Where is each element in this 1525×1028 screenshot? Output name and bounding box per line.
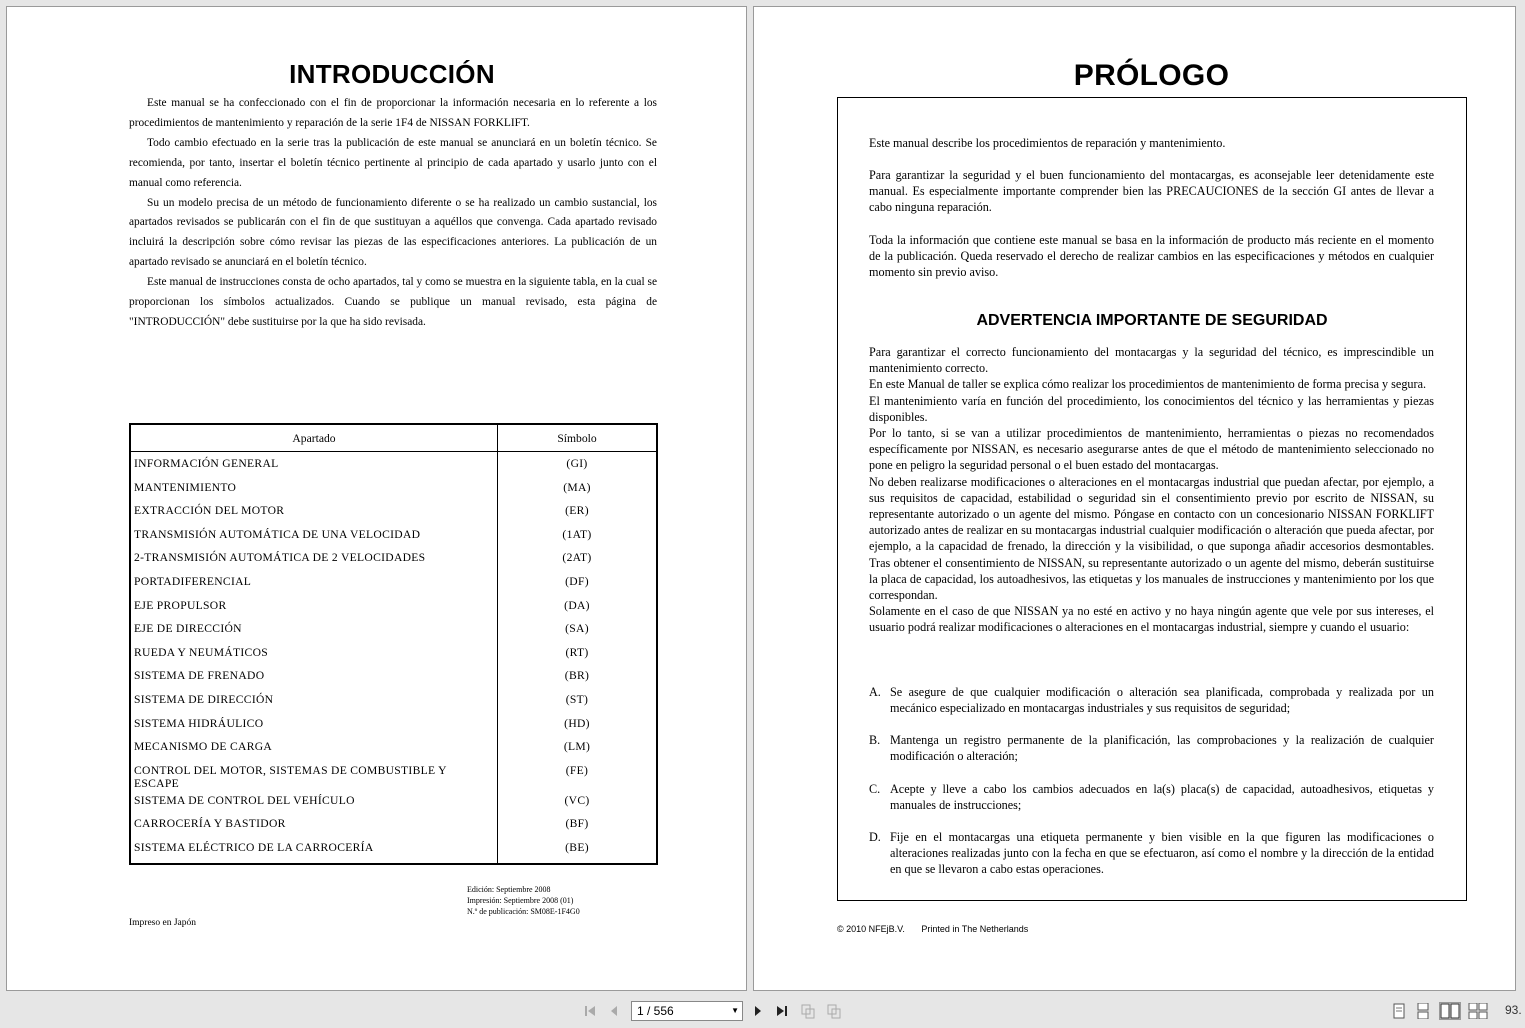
table-row (130, 792, 657, 816)
section-name-cell: EJE DE DIRECCIÓN (130, 620, 498, 644)
warning-line: Por lo tanto, si se van a utilizar procedimientos de mantenimiento, herramientas o piezas no recomendados específicamente por NISSAN, es necesario asegurarse antes de que el método de mantenimiento seleccionado no pone en peligro la seguridad personal o el buen estado del montacargas. (869, 426, 1434, 473)
section-name-cell: SISTEMA HIDRÁULICO (130, 715, 498, 739)
list-letter: C. (869, 782, 881, 796)
table-row (130, 839, 657, 864)
section-name-cell: RUEDA Y NEUMÁTICOS (130, 644, 498, 668)
single-page-view-icon[interactable] (1392, 1003, 1406, 1019)
list-text: Mantenga un registro permanente de la planificación, las comprobaciones y la realización de cualquier modificación o alteración; (890, 733, 1434, 764)
two-page-view-icon[interactable] (1440, 1003, 1460, 1019)
list-letter: B. (869, 733, 881, 747)
section-symbol-cell: (HD) (564, 716, 590, 730)
prologue-paragraph: Para garantizar la seguridad y el buen funcionamiento del montacargas, es aconsejable leer detenidamente este manual. Es especialmente importante comprender bien las PRECAUCIONES de la sección GI antes de llevar a cabo ninguna reparación. (869, 168, 1434, 215)
viewer-toolbar (0, 995, 1525, 1028)
warning-line: Para garantizar el correcto funcionamiento del montacargas y la seguridad del técnico, es imprescindible un mantenimiento correcto. (869, 345, 1434, 376)
section-symbol-cell: (LM) (563, 740, 591, 754)
page-title: INTRODUCCIÓN (289, 59, 495, 89)
table-row (130, 667, 657, 691)
table-row (130, 573, 657, 597)
warning-line: El mantenimiento varía en función del procedimiento, los conocimientos del técnico y las herramientas y piezas disponibles. (869, 393, 1434, 424)
warning-line: En este Manual de taller se explica cómo realizar los procedimientos de mantenimiento de forma precisa y segura. (869, 377, 1427, 392)
section-symbol-cell: (DA) (564, 598, 590, 612)
table-row (130, 549, 657, 573)
page-footer (837, 924, 1042, 934)
section-symbol-cell: (GI) (566, 457, 588, 470)
safety-warning-title: ADVERTENCIA IMPORTANTE DE SEGURIDAD (976, 312, 1328, 329)
table-row (130, 738, 657, 762)
table-row (130, 526, 657, 550)
table-row (130, 502, 657, 526)
table-row (130, 644, 657, 668)
edition-info (467, 884, 580, 917)
section-symbol-cell: (ST) (565, 692, 589, 706)
section-symbol-cell: (ER) (565, 504, 589, 518)
section-symbol-cell: (VC) (564, 793, 590, 807)
list-item (869, 684, 1434, 716)
section-name-cell: PORTADIFERENCIAL (130, 573, 498, 597)
section-symbol-cell: (MA) (563, 480, 591, 494)
table-row (130, 691, 657, 715)
section-symbol-cell: (1AT) (562, 527, 592, 541)
section-name-cell: MECANISMO DE CARGA (130, 738, 498, 762)
go-back-icon[interactable] (800, 1003, 816, 1019)
two-page-continuous-view-icon[interactable] (1468, 1003, 1488, 1019)
prologue-paragraph: Este manual describe los procedimientos de reparación y mantenimiento. (869, 136, 1226, 150)
section-symbol-cell: (2AT) (562, 551, 592, 565)
printed-in-japan: Impreso en Japón (129, 918, 197, 928)
section-name-cell: SISTEMA DE DIRECCIÓN (130, 691, 498, 715)
first-page-icon[interactable] (582, 1003, 598, 1019)
section-symbol-cell: (SA) (565, 622, 589, 636)
section-name-cell: TRANSMISIÓN AUTOMÁTICA DE UNA VELOCIDAD (130, 526, 498, 550)
next-page-icon[interactable] (750, 1003, 766, 1019)
section-name-cell: INFORMACIÓN GENERAL (130, 452, 498, 479)
section-symbol-cell: (FE) (565, 763, 589, 777)
warning-line: No deben realizarse modificaciones o alteraciones en el montacargas industrial que puedan afectar, por ejemplo, a sus requisitos de capacidad, estabilidad o seguridad sin el consentimiento previo por escrito de NISSAN, su representante autorizado o un agente del mismo. Póngase en contacto con un concesionario NISSAN FORKLIFT autorizado antes de realizar en su montacargas industrial cualquier modificación o alteración que pueda afectar, por ejemplo, a la capacidad de frenado, la dirección y la visibilidad, o que suponga añadir accesorios desmontables. Tras obtener el consentimiento de NISSAN, su representante autorizado o un agente del mismo, deberán sustituirse la placa de capacidad, los autoadhesivos, las etiquetas y los manuales de instrucciones y mantenimiento por los que correspondan. (869, 474, 1434, 603)
page-indicator: 1 / 556 (637, 1004, 674, 1018)
table-row (130, 715, 657, 739)
left-page (6, 6, 747, 991)
previous-page-icon[interactable] (606, 1003, 622, 1019)
right-page (753, 6, 1516, 991)
section-symbol-table (129, 423, 658, 865)
table-body (130, 452, 657, 864)
table-row (130, 815, 657, 839)
edition-line: Edición: Septiembre 2008 (467, 885, 551, 894)
table-row (130, 479, 657, 503)
chevron-down-icon: ▼ (731, 1006, 739, 1015)
section-name-cell: SISTEMA DE CONTROL DEL VEHÍCULO (130, 792, 498, 816)
table-row (130, 762, 657, 792)
list-text: Fije en el montacargas una etiqueta permanente y bien visible en la que figuren las modificaciones o alteraciones realizadas junto con la fecha en que se efectuaron, así como el nombre y la dirección de la entidad en que se llevaron a cabo estas operaciones. (890, 830, 1434, 877)
section-symbol-cell: (DF) (565, 574, 589, 588)
table-row (130, 452, 657, 479)
section-symbol-cell: (RT) (565, 645, 589, 659)
section-name-cell: EXTRACCIÓN DEL MOTOR (130, 502, 498, 526)
section-symbol-cell: (BE) (565, 840, 589, 854)
page-number-input[interactable] (631, 1001, 743, 1021)
intro-paragraph: Todo cambio efectuado en la serie tras la publicación de este manual se anunciará en un boletín técnico. Se recomienda, por tanto, insertar el boletín técnico pertinente al principio de cada apartado y usarlo junto con el manual como referencia. (129, 136, 657, 189)
list-letter: D. (869, 830, 881, 844)
go-forward-icon[interactable] (826, 1003, 842, 1019)
section-name-cell: SISTEMA ELÉCTRICO DE LA CARROCERÍA (130, 839, 498, 864)
intro-paragraph: Este manual se ha confeccionado con el fin de proporcionar la información necesaria en lo referente a los procedimientos de mantenimiento y reparación de la serie 1F4 de NISSAN FORKLIFT. (129, 97, 657, 129)
section-name-cell: CONTROL DEL MOTOR, SISTEMAS DE COMBUSTIBLE Y ESCAPE (130, 762, 498, 792)
prologue-paragraph: Toda la información que contiene este manual se basa en la información de producto más reciente en el momento de la publicación. Queda reservado el derecho de realizar cambios en las especificaciones y métodos en cualquier momento sin previo aviso. (869, 233, 1434, 280)
intro-body (129, 94, 657, 333)
list-letter: A. (869, 685, 881, 699)
list-text: Acepte y lleve a cabo los cambios adecuados en la(s) placa(s) de capacidad, autoadhesivos, etiquetas y manuales de instrucciones; (890, 782, 1434, 813)
table-row (130, 597, 657, 621)
last-page-icon[interactable] (774, 1003, 790, 1019)
warning-line: Solamente en el caso de que NISSAN ya no esté en activo y no haya ningún agente que vele por sus intereses, el usuario podrá realizar modificaciones o alteraciones en el montacargas industrial, siempre y cuando el usuario: (869, 604, 1434, 635)
printed-in-netherlands: Printed in The Netherlands (921, 924, 1029, 934)
section-symbol-cell: (BF) (565, 817, 589, 831)
list-item (869, 829, 1434, 878)
edition-line: N.º de publicación: SM08E-1F4G0 (467, 907, 580, 916)
table-header-simbolo: Símbolo (498, 424, 658, 452)
section-name-cell: MANTENIMIENTO (130, 479, 498, 503)
table-row (130, 620, 657, 644)
edition-line: Impresión: Septiembre 2008 (01) (467, 896, 574, 905)
intro-paragraph: Este manual de instrucciones consta de ocho apartados, tal y como se muestra en la siguiente tabla, en la cual se proporcionan los símbolos actualizados. Cuando se publique un manual revisado, esta página de "INTRODUCCIÓN" debe sustituirse por la que ha sido revisada. (129, 276, 657, 328)
list-item (869, 732, 1434, 764)
intro-paragraph: Su un modelo precisa de un método de funcionamiento diferente o se ha realizado un cambio sustancial, los apartados revisados se publicarán con el fin de que sustituyan a aquéllos que convenga. Cada apartado revisado incluirá la descripción sobre cómo revisar las piezas de las especificaciones anteriores. La publicación de un apartado revisado se anunciará en el boletín técnico. (129, 196, 657, 269)
list-text: Se asegure de que cualquier modificación o alteración sea planificada, comprobada y realizada por un mecánico especializado en montacargas industriales y sus requisitos de seguridad; (890, 685, 1434, 716)
section-name-cell: 2-TRANSMISIÓN AUTOMÁTICA DE 2 VELOCIDADES (130, 549, 498, 573)
section-name-cell: EJE PROPULSOR (130, 597, 498, 621)
zoom-level[interactable]: 93. (1505, 1003, 1522, 1017)
copyright: © 2010 NFEjB.V. (837, 924, 905, 934)
section-symbol-cell: (BR) (564, 669, 590, 683)
section-name-cell: CARROCERÍA Y BASTIDOR (130, 815, 498, 839)
table-header-apartado: Apartado (130, 424, 498, 452)
list-item (869, 781, 1434, 813)
continuous-view-icon[interactable] (1416, 1003, 1430, 1019)
section-name-cell: SISTEMA DE FRENADO (130, 667, 498, 691)
safety-warning-body (869, 344, 1434, 636)
page-title: PRÓLOGO (1073, 59, 1230, 92)
